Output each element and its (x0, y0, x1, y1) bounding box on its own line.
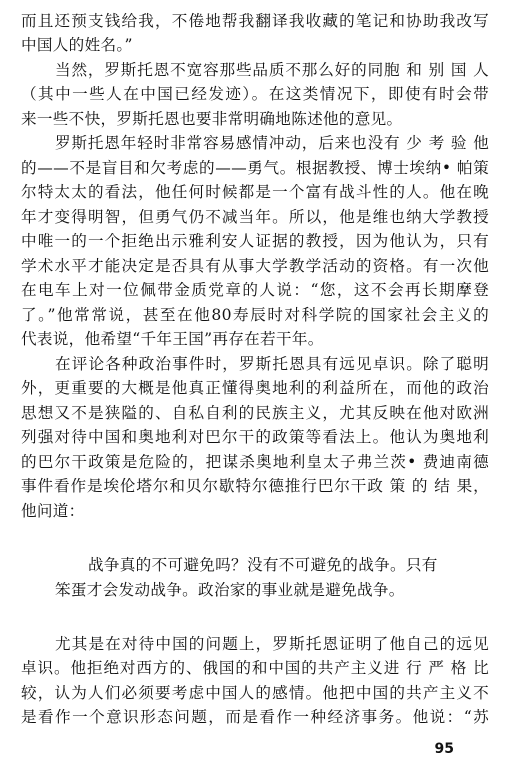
body-line: 列强对待中国和奥地利对巴尔干的政策等看法上。他认为奥地利 (21, 428, 489, 446)
body-line: 当然，罗斯托恩不宽容那些品质不那么好的同胞 和 别 国 人 (55, 61, 489, 79)
body-line: 在电车上对一位佩带金质党章的人说：“您，这不会再长期摩登 (21, 281, 489, 299)
body-line: 了。”他常常说，甚至在他80寿辰时对科学院的国家社会主义的 (21, 306, 489, 324)
body-line: 外，更重要的大概是他真正懂得奥地利的利益所在，而他的政治 (21, 379, 489, 397)
body-line: （其中一些人在中国已经发迹）。在这类情况下，即使有时会带 (21, 85, 489, 103)
body-line: 尤其是在对待中国的问题上，罗斯托恩证明了他自己的远见 (55, 635, 489, 653)
body-line: 的巴尔干政策是危险的，把谋杀奥地利皇太子弗兰茨• 费迪南德 (21, 453, 489, 471)
body-line: 事件看作是埃伦塔尔和贝尔歇特尔德推行巴尔干政 策 的 结 果， (21, 477, 489, 495)
body-line: 罗斯托恩年轻时非常容易感情冲动，后来也没有 少 考 验 他 (55, 134, 489, 152)
body-line: 中国人的姓名。” (21, 36, 133, 54)
body-line: 来一些不快，罗斯托恩也要非常明确地陈述他的意见。 (21, 110, 403, 128)
body-line: 代表说，他希望“千年王国”再存在若干年。 (21, 330, 324, 348)
body-line: 卓识。他拒绝对西方的、俄国的和中国的共产主义进 行 严 格 比 (21, 659, 489, 677)
block-quote-line: 战争真的不可避免吗？没有不可避免的战争。只有 (88, 556, 438, 574)
body-line: 思想又不是狭隘的、自私自利的民族主义，尤其反映在他对欧洲 (21, 404, 489, 422)
body-line: 而且还预支钱给我，不倦地帮我翻译我收藏的笔记和协助我改写 (21, 12, 489, 30)
page-number: 95 (434, 741, 454, 757)
block-quote-line: 笨蛋才会发动战争。政治家的事业就是避免战争。 (55, 581, 405, 599)
body-line: 年才变得明智，但勇气仍不减当年。所以，他是维也纳大学教授 (21, 208, 489, 226)
body-line: 学术水平才能决定是否具有从事大学教学活动的资格。有一次他 (21, 257, 489, 275)
body-line: 较，认为人们必须要考虑中国人的感情。他把中国的共产主义不 (21, 684, 489, 702)
body-line: 他问道： (21, 502, 85, 520)
body-line: 在评论各种政治事件时，罗斯托恩具有远见卓识。除了聪明 (55, 355, 489, 373)
body-line: 是看作一个意识形态问题，而是看作一种经济事务。他说：“苏 (21, 708, 489, 726)
body-line: 的——不是盲目和欠考虑的——勇气。根据教授、博士埃纳• 帕策 (21, 159, 489, 177)
body-line: 中唯一的一个拒绝出示雅利安人证据的教授，因为他认为，只有 (21, 232, 489, 250)
body-line: 尔特太太的看法，他任何时候都是一个富有战斗性的人。他在晚 (21, 183, 489, 201)
